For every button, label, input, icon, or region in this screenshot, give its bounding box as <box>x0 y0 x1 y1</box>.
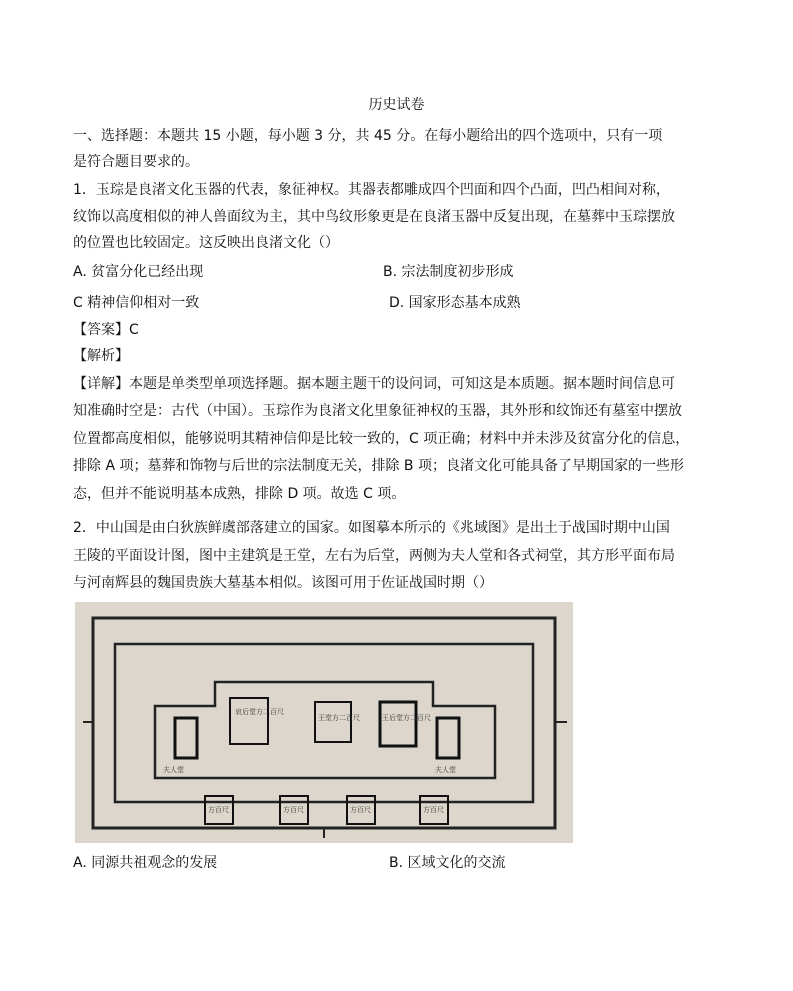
right-rear-hall-label: 王后堂方二百尺 <box>382 714 431 722</box>
q1-detail-line-2: 知准确时空是：古代（中国）。玉琮作为良渚文化里象征神权的玉器，其外形和纹饰还有墓室中摆放 <box>73 403 682 419</box>
right-side-label: 夫人堂 <box>435 766 456 774</box>
q1-detail-line-1: 【详解】本题是单类型单项选择题。据本题主题干的设问词，可知这是本质题。据本题时间信息可 <box>73 376 675 392</box>
zhaoyu-map-drawing <box>75 602 573 843</box>
q2-option-a: A. 同源共祖观念的发展 <box>73 855 218 871</box>
left-side-label: 夫人堂 <box>163 766 184 774</box>
left-rear-hall-label: 哀后堂方二百尺 <box>235 708 284 716</box>
q1-analysis-label: 【解析】 <box>73 348 129 364</box>
q1-option-b: B. 宗法制度初步形成 <box>383 264 514 280</box>
bottom-room-1-label: 方百尺 <box>208 806 229 814</box>
q2-option-b: B. 区域文化的交流 <box>389 855 506 871</box>
bottom-room-3-label: 方百尺 <box>350 806 371 814</box>
bottom-room-2-label: 方百尺 <box>283 806 304 814</box>
q1-stem-line-2: 纹饰以高度相似的神人兽面纹为主，其中鸟纹形象更是在良渚玉器中反复出现，在墓葬中玉琮摆放 <box>73 209 675 225</box>
section-heading-line-2: 是符合题目要求的。 <box>73 154 199 170</box>
q2-stem-line-1: 2．中山国是由白狄族鲜虞部落建立的国家。如图摹本所示的《兆域图》是出土于战国时期中山国 <box>73 520 670 536</box>
q1-answer: 【答案】C <box>73 322 139 338</box>
section-heading-line-1: 一、选择题：本题共 15 小题，每小题 3 分，共 45 分。在每小题给出的四个选项中，只有一项 <box>73 128 663 144</box>
page-title: 历史试卷 <box>368 97 425 113</box>
q2-stem-line-3: 与河南辉县的魏国贵族大墓基本相似。该图可用于佐证战国时期（） <box>73 575 493 591</box>
q1-option-a: A. 贫富分化已经出现 <box>73 264 204 280</box>
zhaoyu-map-figure <box>75 602 573 843</box>
q2-stem-line-2: 王陵的平面设计图，图中主建筑是王堂，左右为后堂，两侧为夫人堂和各式祠堂，其方形平面布局 <box>73 548 675 564</box>
q1-option-c: C 精神信仰相对一致 <box>73 295 200 311</box>
bottom-room-4-label: 方百尺 <box>423 806 444 814</box>
q1-option-d: D. 国家形态基本成熟 <box>389 295 521 311</box>
q1-stem-line-3: 的位置也比较固定。这反映出良渚文化（） <box>73 235 339 251</box>
king-hall-label: 王堂方二百尺 <box>318 714 360 722</box>
q1-stem-line-1: 1．玉琮是良渚文化玉器的代表，象征神权。其器表都雕成四个凹面和四个凸面，凹凸相间对称， <box>73 182 670 198</box>
q1-detail-line-3: 位置都高度相似，能够说明其精神信仰是比较一致的，C 项正确；材料中并未涉及贫富分化的信息， <box>73 431 690 447</box>
q1-detail-line-4: 排除 A 项；墓葬和饰物与后世的宗法制度无关，排除 B 项；良渚文化可能具备了早期国家的一些形 <box>73 458 684 474</box>
q1-detail-line-5: 态，但并不能说明基本成熟，排除 D 项。故选 C 项。 <box>73 486 406 502</box>
